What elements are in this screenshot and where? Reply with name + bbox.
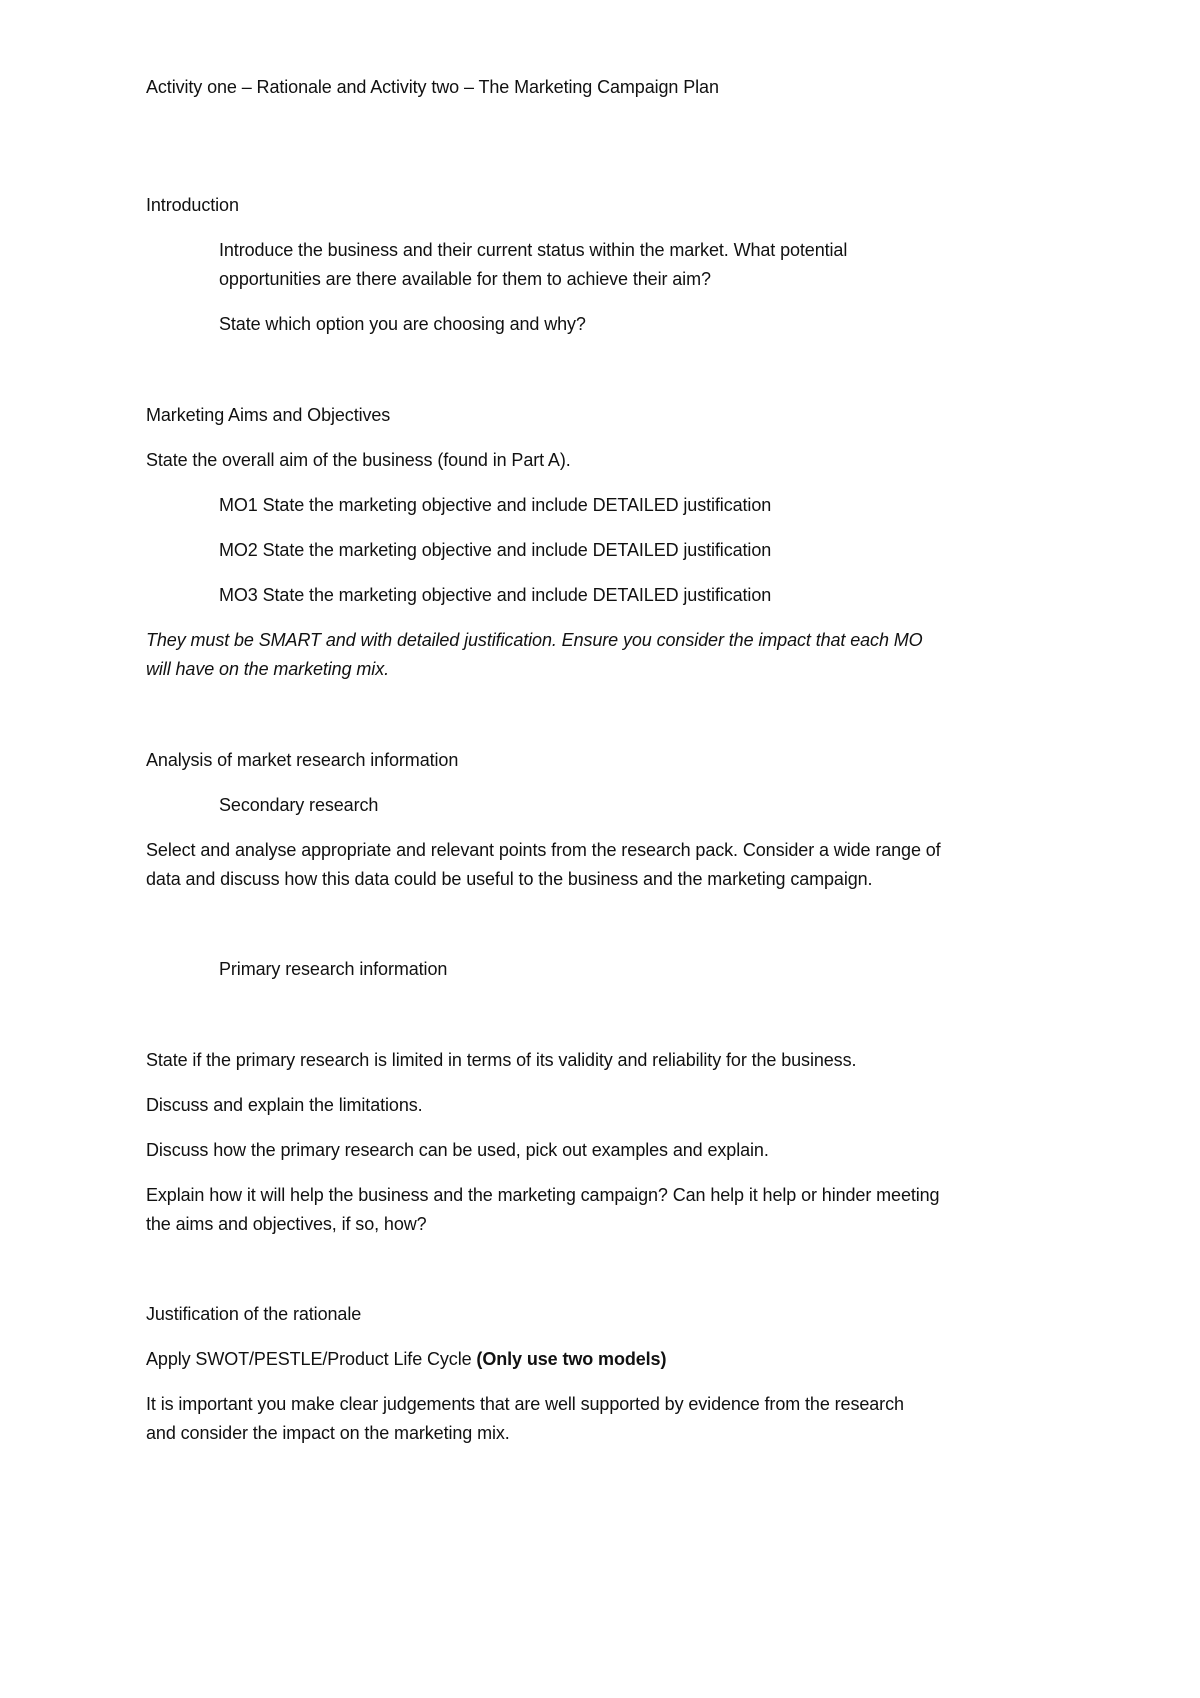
justification-text-line-1: It is important you make clear judgements that are well supported by evidence from the research: [146, 1394, 904, 1414]
marketing-objective-3: MO3 State the marketing objective and include DETAILED justification: [219, 585, 772, 605]
page-title: Activity one – Rationale and Activity two – The Marketing Campaign Plan: [146, 77, 719, 97]
introduction-heading: Introduction: [146, 195, 239, 215]
primary-research-help-line-2: the aims and objectives, if so, how?: [146, 1214, 427, 1234]
introduction-option-text: State which option you are choosing and why?: [219, 314, 586, 334]
analysis-heading: Analysis of market research information: [146, 750, 459, 770]
secondary-research-text-line-2: data and discuss how this data could be useful to the business and the marketing campaign.: [146, 869, 873, 889]
apply-models-line: [146, 1348, 666, 1370]
marketing-objective-2: MO2 State the marketing objective and include DETAILED justification: [219, 540, 772, 560]
introduction-text-line-2: opportunities are there available for them to achieve their aim?: [219, 269, 711, 289]
primary-research-limitations: Discuss and explain the limitations.: [146, 1095, 423, 1115]
apply-models-text: Apply SWOT/PESTLE/Product Life Cycle: [146, 1349, 477, 1369]
overall-aim-text: State the overall aim of the business (found in Part A).: [146, 450, 571, 470]
primary-research-usage: Discuss how the primary research can be used, pick out examples and explain.: [146, 1140, 769, 1160]
primary-research-heading: Primary research information: [219, 959, 448, 979]
primary-research-validity: State if the primary research is limited in terms of its validity and reliability for the business.: [146, 1050, 857, 1070]
marketing-objective-1: MO1 State the marketing objective and include DETAILED justification: [219, 495, 772, 515]
secondary-research-heading: Secondary research: [219, 795, 379, 815]
secondary-research-text-line-1: Select and analyse appropriate and relevant points from the research pack. Consider a wide range of: [146, 840, 941, 860]
justification-heading: Justification of the rationale: [146, 1304, 362, 1324]
smart-note-line-1: They must be SMART and with detailed justification. Ensure you consider the impact that each MO: [146, 630, 923, 650]
primary-research-help-line-1: Explain how it will help the business and the marketing campaign? Can help it help or hinder meeting: [146, 1185, 940, 1205]
introduction-text-line-1: Introduce the business and their current status within the market. What potential: [219, 240, 848, 260]
smart-note-line-2: will have on the marketing mix.: [146, 659, 390, 679]
apply-models-emphasis: (Only use two models): [476, 1349, 667, 1369]
justification-text-line-2: and consider the impact on the marketing mix.: [146, 1423, 510, 1443]
aims-heading: Marketing Aims and Objectives: [146, 405, 391, 425]
